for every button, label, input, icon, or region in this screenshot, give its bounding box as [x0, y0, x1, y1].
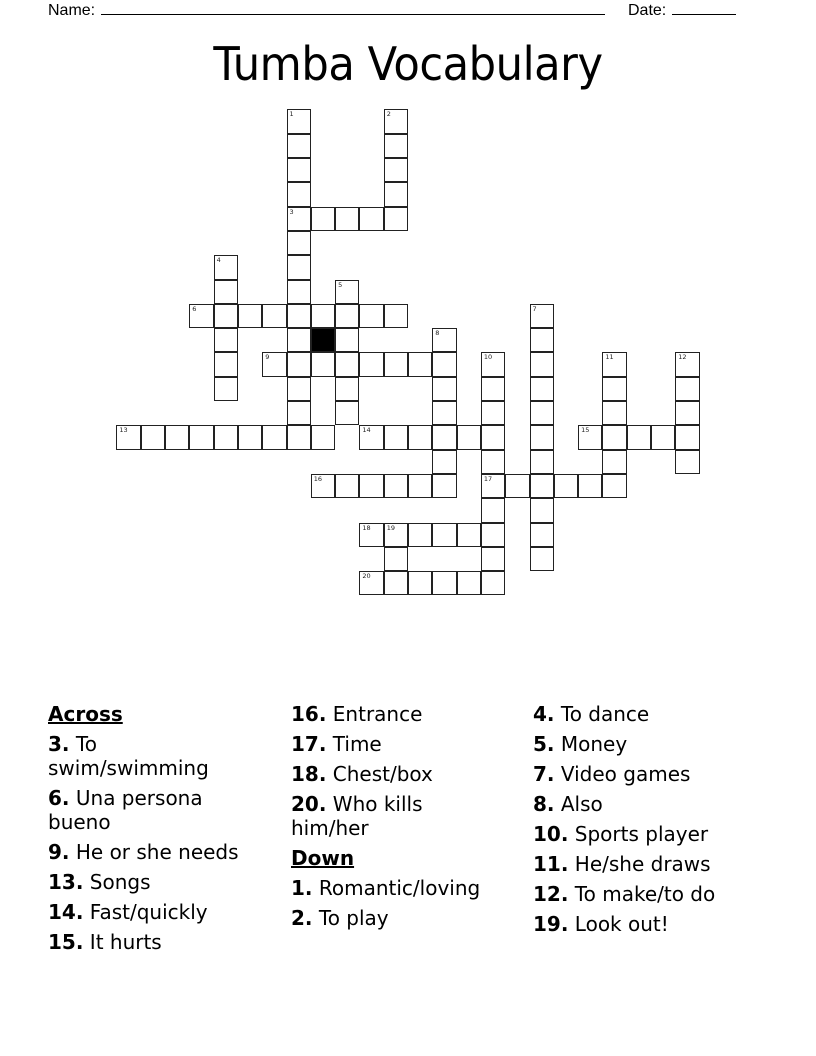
across-clue: 14. Fast/quickly [48, 900, 208, 924]
grid-cell[interactable] [432, 474, 456, 498]
grid-cell[interactable] [214, 425, 238, 449]
grid-cell[interactable] [359, 352, 383, 376]
grid-cell[interactable] [408, 425, 432, 449]
grid-cell[interactable] [359, 474, 383, 498]
clue-number: 13 [119, 426, 128, 435]
grid-cell[interactable] [530, 401, 554, 425]
across-clue: 20. Who kills him/her [291, 792, 423, 840]
grid-cell[interactable] [530, 547, 554, 571]
grid-cell[interactable] [359, 571, 383, 595]
grid-cell[interactable] [262, 304, 286, 328]
grid-cell[interactable] [287, 401, 311, 425]
grid-cell[interactable] [262, 425, 286, 449]
down-clue: 4. To dance [533, 702, 650, 726]
grid-cell[interactable] [262, 352, 286, 376]
grid-cell[interactable] [311, 352, 335, 376]
grid-cell[interactable] [287, 328, 311, 352]
grid-cell[interactable] [214, 328, 238, 352]
grid-cell[interactable] [432, 401, 456, 425]
grid-cell[interactable] [530, 377, 554, 401]
grid-cell[interactable] [481, 450, 505, 474]
grid-cell[interactable] [335, 377, 359, 401]
clue-number: 19 [386, 523, 395, 532]
name-label: Name: [48, 2, 96, 19]
across-clue: 3. To swim/swimming [48, 732, 209, 780]
clue-number: 9 [265, 353, 270, 362]
grid-cell[interactable] [359, 304, 383, 328]
clue-number: 1 [289, 110, 294, 119]
grid-cell[interactable] [384, 304, 408, 328]
grid-cell[interactable] [287, 134, 311, 158]
clue-number: 17 [483, 474, 493, 483]
grid-cell[interactable] [530, 328, 554, 352]
grid-cell[interactable] [214, 304, 238, 328]
grid-cell[interactable] [287, 352, 311, 376]
grid-cell[interactable] [214, 280, 238, 304]
grid-cell[interactable] [335, 207, 359, 231]
grid-cell[interactable] [530, 474, 554, 498]
grid-cell[interactable] [287, 280, 311, 304]
across-clue: 9. He or she needs [48, 840, 239, 864]
grid-cell[interactable] [578, 474, 602, 498]
grid-cell[interactable] [359, 425, 383, 449]
down-clue: 11. He/she draws [533, 852, 711, 876]
grid-cell[interactable] [384, 425, 408, 449]
grid-cell[interactable] [675, 352, 699, 376]
grid-cell[interactable] [530, 304, 554, 328]
grid-cell[interactable] [384, 158, 408, 182]
grid-cell[interactable] [408, 352, 432, 376]
grid-cell[interactable] [627, 425, 651, 449]
across-clue: 6. Una persona bueno [48, 786, 203, 834]
grid-cell[interactable] [457, 523, 481, 547]
grid-cell[interactable] [530, 450, 554, 474]
clue-column-1 [48, 702, 263, 960]
grid-cell[interactable] [384, 474, 408, 498]
grid-cell[interactable] [505, 474, 529, 498]
grid-cell[interactable] [141, 425, 165, 449]
grid-cell[interactable] [384, 523, 408, 547]
grid-cell[interactable] [165, 425, 189, 449]
across-clue: 16. Entrance [291, 702, 423, 726]
down-clue: 5. Money [533, 732, 628, 756]
grid-cell[interactable] [287, 304, 311, 328]
clue-number: 4 [216, 256, 221, 265]
grid-cell[interactable] [311, 207, 335, 231]
grid-cell[interactable] [287, 158, 311, 182]
grid-cell[interactable] [578, 425, 602, 449]
grid-cell[interactable] [481, 425, 505, 449]
grid-cell[interactable] [481, 523, 505, 547]
grid-cell[interactable] [335, 352, 359, 376]
clue-number: 7 [532, 304, 537, 313]
grid-cell[interactable] [287, 377, 311, 401]
grid-cell[interactable] [481, 547, 505, 571]
grid-cell[interactable] [384, 207, 408, 231]
grid-cell[interactable] [432, 377, 456, 401]
clue-number: 12 [678, 353, 687, 362]
clue-number: 16 [313, 474, 323, 483]
grid-cell[interactable] [457, 571, 481, 595]
grid-cell[interactable] [432, 425, 456, 449]
grid-cell[interactable] [311, 425, 335, 449]
clue-number: 3 [289, 207, 294, 216]
grid-cell[interactable] [530, 425, 554, 449]
grid-cell[interactable] [554, 474, 578, 498]
grid-cell[interactable] [602, 450, 626, 474]
clue-number: 8 [435, 329, 440, 338]
across-clue: 18. Chest/box [291, 762, 433, 786]
clue-number: 18 [362, 523, 371, 532]
date-field[interactable] [628, 0, 736, 20]
grid-cell[interactable] [116, 425, 140, 449]
down-clue: 10. Sports player [533, 822, 709, 846]
grid-cell[interactable] [602, 352, 626, 376]
grid-cell[interactable] [602, 474, 626, 498]
down-clue: 2. To play [291, 906, 389, 930]
date-blank-line[interactable] [672, 0, 736, 15]
grid-cell[interactable] [311, 304, 335, 328]
name-blank-line[interactable] [101, 0, 605, 15]
down-clue: 8. Also [533, 792, 603, 816]
grid-cell[interactable] [432, 571, 456, 595]
grid-cell[interactable] [602, 401, 626, 425]
down-clue: 19. Look out! [533, 912, 669, 936]
grid-cell[interactable] [481, 474, 505, 498]
grid-cell[interactable] [408, 523, 432, 547]
grid-cell[interactable] [602, 377, 626, 401]
grid-cell[interactable] [481, 377, 505, 401]
grid-cell[interactable] [432, 328, 456, 352]
page-title: Tumba Vocabulary [213, 37, 603, 91]
date-label: Date: [628, 2, 667, 19]
clue-number: 2 [386, 110, 391, 119]
grid-cell[interactable] [530, 523, 554, 547]
clue-number: 14 [362, 426, 371, 435]
grid-cell[interactable] [408, 571, 432, 595]
black-cell [311, 328, 335, 352]
grid-cell[interactable] [214, 377, 238, 401]
down-clue: 7. Video games [533, 762, 691, 786]
grid-cell[interactable] [432, 523, 456, 547]
grid-cell[interactable] [481, 571, 505, 595]
grid-cell[interactable] [238, 304, 262, 328]
grid-cell[interactable] [287, 255, 311, 279]
clue-number: 5 [338, 280, 343, 289]
grid-cell[interactable] [287, 231, 311, 255]
grid-cell[interactable] [384, 182, 408, 206]
grid-cell[interactable] [602, 425, 626, 449]
grid-cell[interactable] [189, 425, 213, 449]
grid-cell[interactable] [530, 498, 554, 522]
grid-cell[interactable] [311, 474, 335, 498]
clue-column-3 [533, 702, 748, 942]
clue-number: 10 [483, 353, 493, 362]
grid-cell[interactable] [335, 304, 359, 328]
grid-cell[interactable] [287, 425, 311, 449]
across-clue: 17. Time [291, 732, 382, 756]
grid-cell[interactable] [408, 474, 432, 498]
grid-cell[interactable] [675, 401, 699, 425]
grid-cell[interactable] [287, 182, 311, 206]
grid-cell[interactable] [675, 425, 699, 449]
grid-cell[interactable] [287, 207, 311, 231]
grid-cell[interactable] [530, 352, 554, 376]
clue-number: 20 [362, 572, 371, 581]
grid-cell[interactable] [335, 474, 359, 498]
grid-cell[interactable] [287, 109, 311, 133]
grid-cell[interactable] [675, 450, 699, 474]
grid-cell[interactable] [481, 498, 505, 522]
grid-cell[interactable] [214, 352, 238, 376]
across-clue: 13. Songs [48, 870, 151, 894]
grid-cell[interactable] [481, 401, 505, 425]
grid-cell[interactable] [432, 450, 456, 474]
down-heading: Down [291, 846, 355, 870]
down-clue: 12. To make/to do [533, 882, 716, 906]
grid-cell[interactable] [335, 328, 359, 352]
grid-cell[interactable] [384, 109, 408, 133]
clue-number: 15 [581, 426, 590, 435]
grid-cell[interactable] [359, 207, 383, 231]
across-heading: Across [48, 702, 123, 726]
name-field[interactable] [48, 0, 605, 20]
grid-cell[interactable] [335, 280, 359, 304]
grid-cell[interactable] [359, 523, 383, 547]
grid-cell[interactable] [384, 134, 408, 158]
grid-cell[interactable] [335, 401, 359, 425]
clue-number: 6 [192, 304, 197, 313]
clue-number: 11 [605, 353, 614, 362]
grid-cell[interactable] [384, 352, 408, 376]
grid-cell[interactable] [651, 425, 675, 449]
grid-cell[interactable] [384, 547, 408, 571]
grid-cell[interactable] [238, 425, 262, 449]
grid-cell[interactable] [457, 425, 481, 449]
grid-cell[interactable] [481, 352, 505, 376]
grid-cell[interactable] [384, 571, 408, 595]
clue-column-2 [291, 702, 506, 936]
grid-cell[interactable] [432, 352, 456, 376]
grid-cell[interactable] [214, 255, 238, 279]
grid-cell[interactable] [189, 304, 213, 328]
down-clue: 1. Romantic/loving [291, 876, 481, 900]
grid-cell[interactable] [675, 377, 699, 401]
across-clue: 15. It hurts [48, 930, 162, 954]
